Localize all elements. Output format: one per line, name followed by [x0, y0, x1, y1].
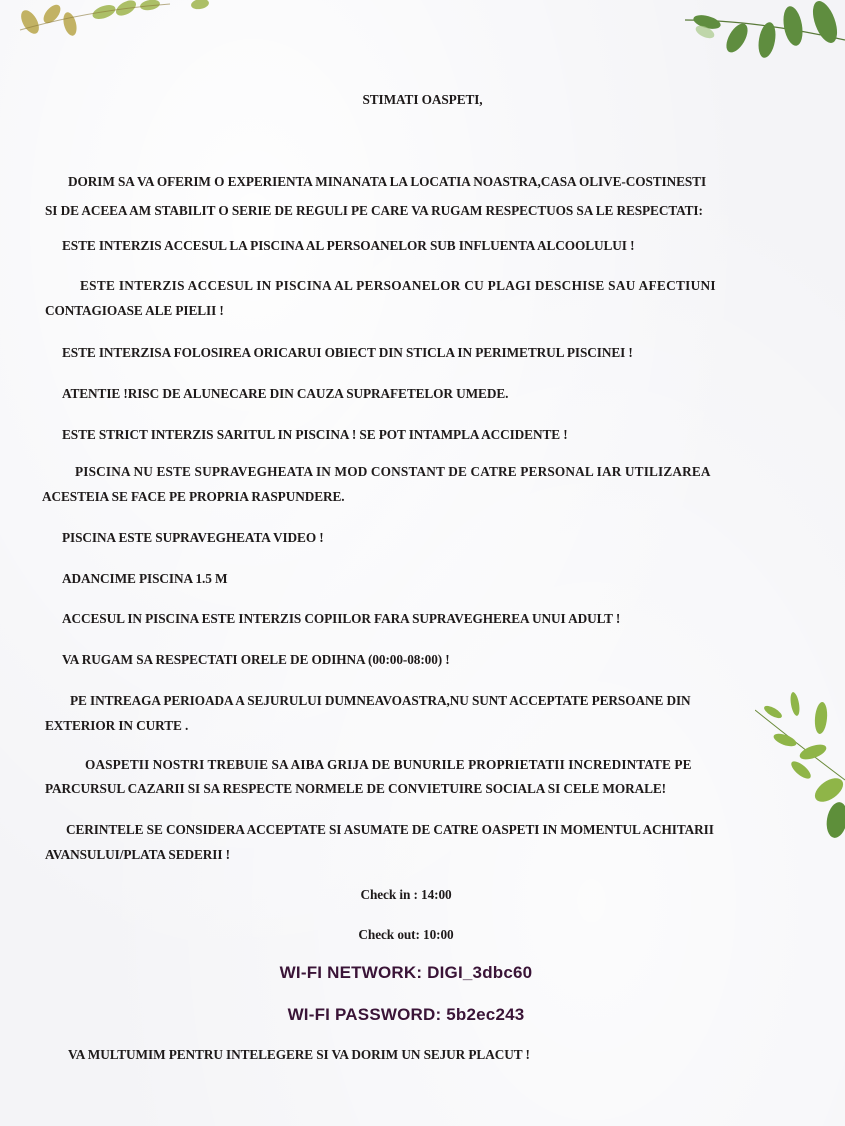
rule-property-line-1: OASPETII NOSTRI TREBUIE SA AIBA GRIJA DE BUNURILE PROPRIETATII INCREDINTATE PE	[85, 757, 692, 772]
page-title: STIMATI OASPETI,	[362, 92, 483, 107]
rule-visitors-line-2: EXTERIOR IN CURTE .	[45, 718, 189, 733]
wifi-password: WI-FI PASSWORD: 5b2ec243	[287, 1005, 525, 1024]
rule-property-line-2: PARCURSUL CAZARII SI SA RESPECTE NORMELE DE CONVIETUIRE SOCIALA SI CELE MORALE!	[45, 781, 666, 796]
rule-slippery: ATENTIE !RISC DE ALUNECARE DIN CAUZA SUPRAFETELOR UMEDE.	[62, 386, 509, 401]
rule-alcohol: ESTE INTERZIS ACCESUL LA PISCINA AL PERSOANELOR SUB INFLUENTA ALCOOLULUI !	[62, 238, 635, 253]
rule-children: ACCESUL IN PISCINA ESTE INTERZIS COPIILOR FARA SUPRAVEGHEREA UNUI ADULT !	[62, 611, 621, 626]
rule-supervision-line-2: ACESTEIA SE FACE PE PROPRIA RASPUNDERE.	[42, 489, 345, 504]
rule-visitors-line-1: PE INTREAGA PERIOADA A SEJURULUI DUMNEAVOASTRA,NU SUNT ACCEPTATE PERSOANE DIN	[70, 693, 691, 708]
rule-no-jumping: ESTE STRICT INTERZIS SARITUL IN PISCINA ! SE POT INTAMPLA ACCIDENTE !	[62, 427, 568, 442]
leaves-decoration-top-right-icon	[675, 0, 845, 70]
checkout-time: Check out: 10:00	[358, 927, 454, 942]
intro-line-2: SI DE ACEEA AM STABILIT O SERIE DE REGULI PE CARE VA RUGAM RESPECTUOS SA LE RESPECTATI:	[45, 203, 703, 218]
rule-acceptance-line-2: AVANSULUI/PLATA SEDERII !	[45, 847, 230, 862]
closing-message: VA MULTUMIM PENTRU INTELEGERE SI VA DORIM UN SEJUR PLACUT !	[68, 1047, 530, 1062]
checkin-time: Check in : 14:00	[360, 887, 452, 902]
rule-video: PISCINA ESTE SUPRAVEGHEATA VIDEO !	[62, 530, 324, 545]
rule-glass: ESTE INTERZISA FOLOSIREA ORICARUI OBIECT DIN STICLA IN PERIMETRUL PISCINEI !	[62, 345, 633, 360]
rule-acceptance-line-1: CERINTELE SE CONSIDERA ACCEPTATE SI ASUMATE DE CATRE OASPETI IN MOMENTUL ACHITARII	[66, 822, 714, 837]
leaves-decoration-top-left-icon	[0, 0, 220, 50]
rule-depth: ADANCIME PISCINA 1.5 M	[62, 571, 228, 586]
rule-supervision-line-1: PISCINA NU ESTE SUPRAVEGHEATA IN MOD CONSTANT DE CATRE PERSONAL IAR UTILIZAREA	[75, 464, 711, 479]
wifi-network: WI-FI NETWORK: DIGI_3dbc60	[279, 963, 533, 982]
rule-wounds-line-1: ESTE INTERZIS ACCESUL IN PISCINA AL PERSOANELOR CU PLAGI DESCHISE SAU AFECTIUNI	[80, 278, 716, 293]
rule-wounds-line-2: CONTAGIOASE ALE PIELII !	[45, 303, 224, 318]
rule-quiet-hours: VA RUGAM SA RESPECTATI ORELE DE ODIHNA (00:00-08:00) !	[62, 652, 450, 667]
intro-line-1: DORIM SA VA OFERIM O EXPERIENTA MINANATA LA LOCATIA NOASTRA,CASA OLIVE-COSTINESTI	[68, 174, 707, 189]
